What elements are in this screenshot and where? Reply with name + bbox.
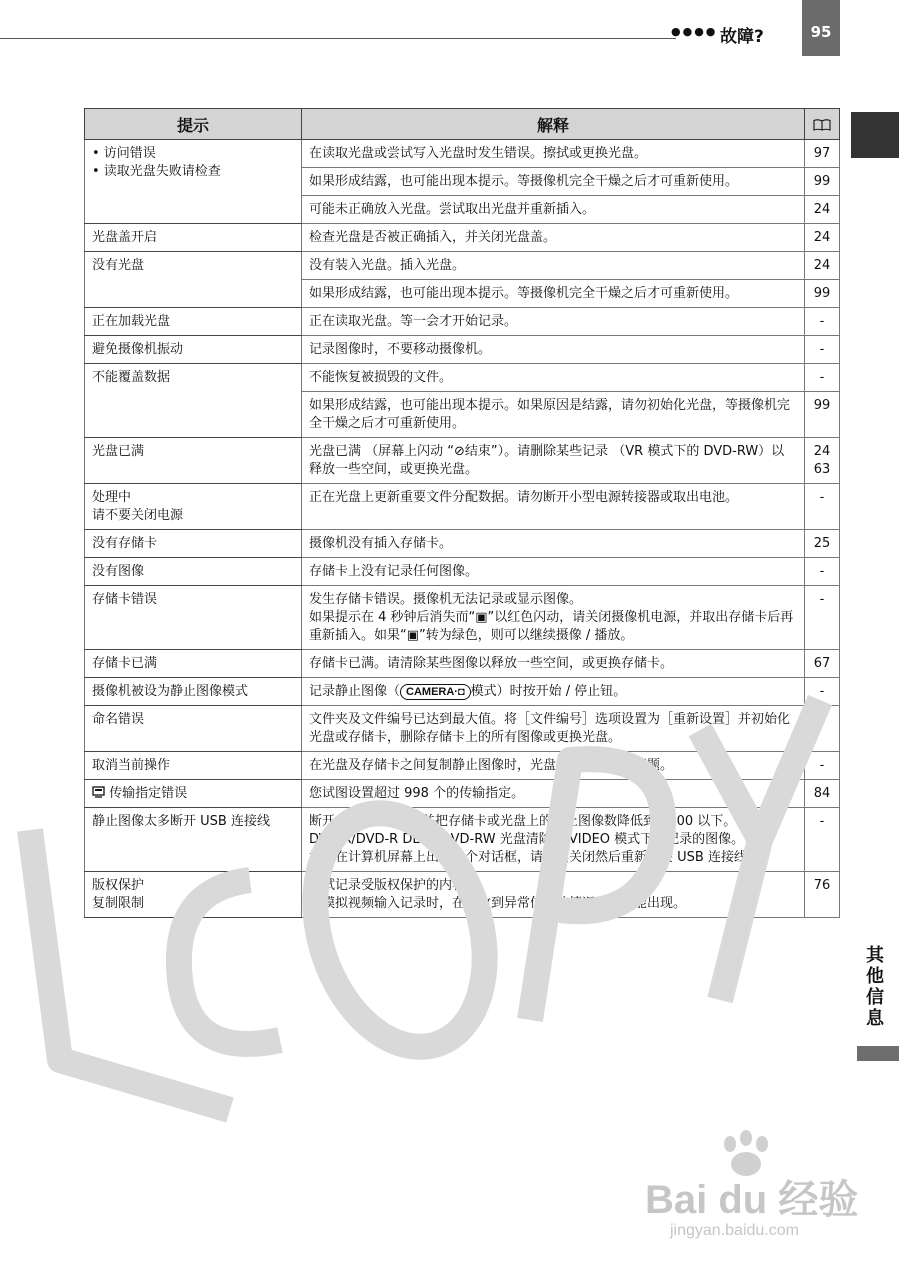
hint-text: 光盘盖开启 — [92, 230, 158, 245]
table-row — [85, 780, 840, 808]
table-row — [85, 530, 840, 558]
hint-text: 光盘已满 — [92, 444, 145, 459]
hint-cell — [85, 780, 302, 808]
explanation-cell — [302, 808, 805, 872]
hint-text: 静止图像太多断开 USB 连接线 — [92, 814, 270, 829]
page-ref: - — [805, 706, 840, 752]
hint-line-with-icon — [92, 785, 294, 803]
hint-cell — [85, 752, 302, 780]
explanation-cell — [302, 196, 805, 224]
table-header-row — [85, 109, 840, 140]
camera-mode-badge: CAMERA·◘ — [400, 684, 471, 700]
explanation-cell — [302, 872, 805, 918]
hint-cell — [85, 364, 302, 438]
table-row — [85, 678, 840, 706]
table-row — [85, 752, 840, 780]
side-tab-bar — [857, 1046, 899, 1061]
hint-cell — [85, 808, 302, 872]
hint-cell — [85, 252, 302, 308]
page-ref: 99 — [805, 280, 840, 308]
table-row — [85, 336, 840, 364]
table-row — [85, 308, 840, 336]
explanation-cell — [302, 438, 805, 484]
explanation-text: 如果形成结露，也可能出现本提示。如果原因是结露，请勿初始化光盘，等摄像机完全干燥之后才可重新使用。 — [309, 398, 791, 431]
hint-cell — [85, 872, 302, 918]
section-title: 故障? — [720, 27, 764, 47]
explanation-text: 在读取光盘或尝试写入光盘时发生错误。擦拭或更换光盘。 — [309, 146, 648, 161]
explanation-text: 如果形成结露，也可能出现本提示。等摄像机完全干燥之后才可重新使用。 — [309, 174, 739, 189]
hint-text: 避免摄像机振动 — [92, 342, 184, 357]
table-row — [85, 650, 840, 678]
table-row — [85, 252, 840, 280]
hint-cell — [85, 678, 302, 706]
hint-cell — [85, 438, 302, 484]
explanation-text: 模式）时按开始 / 停止钮。 — [470, 684, 627, 699]
explanation-text: 正在光盘上更新重要文件分配数据。请勿断开小型电源转接器或取出电池。 — [309, 490, 739, 505]
baidu-logo-text: Bai du 经验 — [645, 1178, 859, 1222]
hint-text: 复制限制 — [92, 896, 145, 911]
page-ref: 99 — [805, 168, 840, 196]
hint-text: 没有光盘 — [92, 258, 145, 273]
page-ref: 24 63 — [805, 438, 840, 484]
hint-cell — [85, 484, 302, 530]
explanation-cell — [302, 706, 805, 752]
page-ref: 97 — [805, 140, 840, 168]
explanation-text: 没有装入光盘。插入光盘。 — [309, 258, 466, 273]
page-ref: 84 — [805, 780, 840, 808]
table-row — [85, 706, 840, 752]
page-ref: - — [805, 586, 840, 650]
hint-text: 不能覆盖数据 — [92, 370, 171, 385]
page-ref: - — [805, 336, 840, 364]
table-row — [85, 224, 840, 252]
hint-text: • 访问错误 — [92, 146, 156, 161]
hint-text: 取消当前操作 — [92, 758, 171, 773]
hint-text: • 读取光盘失败请检查 — [92, 164, 221, 179]
explanation-text: 记录图像时，不要移动摄像机。 — [309, 342, 492, 357]
page-ref: - — [805, 678, 840, 706]
explanation-cell — [302, 252, 805, 280]
explanation-cell — [302, 780, 805, 808]
table-row — [85, 364, 840, 392]
table-body — [85, 140, 840, 918]
table-row — [85, 586, 840, 650]
explanation-cell — [302, 364, 805, 392]
explanation-cell — [302, 650, 805, 678]
hint-cell — [85, 140, 302, 224]
header-rule — [0, 38, 676, 39]
hint-cell — [85, 706, 302, 752]
explanation-cell — [302, 168, 805, 196]
explanation-text: 尝试记录受版权保护的内容。 从模拟视频输入记录时，在接收到异常信号的情况下也可能出现。 — [309, 878, 687, 911]
explanation-cell — [302, 484, 805, 530]
explanation-cell — [302, 586, 805, 650]
page-ref: 24 — [805, 252, 840, 280]
hint-cell — [85, 586, 302, 650]
hint-text: 版权保护 — [92, 878, 145, 893]
explanation-text: 文件夹及文件编号已达到最大值。将［文件编号］选项设置为［重新设置］并初始化光盘或存储卡，删除存储卡上的所有图像或更换光盘。 — [309, 712, 791, 745]
hint-text: 没有存储卡 — [92, 536, 158, 551]
hint-cell — [85, 224, 302, 252]
header-dots: ●●●● — [671, 25, 718, 38]
page-ref: - — [805, 752, 840, 780]
header-hint: 提示 — [85, 109, 302, 140]
hint-cell — [85, 308, 302, 336]
explanation-text: 光盘已满 （屏幕上闪动 “⊘结束”）。请删除某些记录 （VR 模式下的 DVD-RW）以释放一些空间，或更换光盘。 — [309, 444, 785, 477]
page-ref: 99 — [805, 392, 840, 438]
hint-cell — [85, 650, 302, 678]
table-row — [85, 140, 840, 168]
hint-text: 请不要关闭电源 — [92, 508, 184, 523]
hint-cell — [85, 336, 302, 364]
table-row — [85, 808, 840, 872]
header-explanation: 解释 — [302, 109, 805, 140]
hint-cell — [85, 530, 302, 558]
table-row — [85, 438, 840, 484]
explanation-cell — [302, 392, 805, 438]
page-ref: - — [805, 364, 840, 392]
hint-text: 摄像机被设为静止图像模式 — [92, 684, 249, 699]
explanation-cell — [302, 558, 805, 586]
explanation-text: 记录静止图像（ — [309, 684, 401, 699]
explanation-text: 如果形成结露，也可能出现本提示。等摄像机完全干燥之后才可重新使用。 — [309, 286, 739, 301]
hint-text: 没有图像 — [92, 564, 145, 579]
baidu-watermark — [640, 1130, 890, 1250]
side-tab-label: 其他信息 — [863, 945, 884, 1029]
table-row — [85, 484, 840, 530]
explanation-text: 检查光盘是否被正确插入，并关闭光盘盖。 — [309, 230, 557, 245]
page-ref: 67 — [805, 650, 840, 678]
table-row — [85, 558, 840, 586]
explanation-cell — [302, 308, 805, 336]
hint-text: 存储卡错误 — [92, 592, 158, 607]
explanation-text: 在光盘及存储卡之间复制静止图像时，光盘或存储卡出现问题。 — [309, 758, 674, 773]
book-icon — [813, 119, 831, 131]
print-transfer-icon — [92, 786, 105, 799]
page-ref: - — [805, 558, 840, 586]
page-ref: - — [805, 808, 840, 872]
explanation-text: 可能未正确放入光盘。尝试取出光盘并重新插入。 — [309, 202, 596, 217]
hint-text: 传输指定错误 — [109, 786, 188, 801]
table-row — [85, 872, 840, 918]
hint-text: 命名错误 — [92, 712, 145, 727]
page-number: 95 — [802, 0, 840, 56]
page-ref: 24 — [805, 224, 840, 252]
explanation-cell — [302, 224, 805, 252]
explanation-cell — [302, 280, 805, 308]
explanation-text: 发生存储卡错误。摄像机无法记录或显示图像。 如果提示在 4 秒钟后消失而“▣”以红色闪动，请关闭摄像机电源，并取出存储卡后再重新插入。如果“▣”转为绿色，则可以继续摄像 / 播放。 — [309, 592, 794, 643]
baidu-url: jingyan.baidu.com — [670, 1222, 799, 1239]
troubleshooting-table — [84, 108, 840, 918]
page-ref: 76 — [805, 872, 840, 918]
page-ref: 24 — [805, 196, 840, 224]
explanation-text: 存储卡已满。请清除某些图像以释放一些空间，或更换存储卡。 — [309, 656, 674, 671]
explanation-text: 存储卡上没有记录任何图像。 — [309, 564, 479, 579]
explanation-text: 不能恢复被损毁的文件。 — [309, 370, 453, 385]
page-ref: - — [805, 484, 840, 530]
side-tab-marker — [851, 112, 899, 158]
explanation-cell — [302, 530, 805, 558]
hint-cell — [85, 558, 302, 586]
explanation-cell — [302, 752, 805, 780]
explanation-text: 正在读取光盘。等一会才开始记录。 — [309, 314, 518, 329]
hint-text: 存储卡已满 — [92, 656, 158, 671]
explanation-cell — [302, 336, 805, 364]
hint-text: 处理中 — [92, 490, 132, 505]
explanation-text: 摄像机没有插入存储卡。 — [309, 536, 453, 551]
header-ref — [805, 109, 840, 140]
explanation-cell — [302, 140, 805, 168]
explanation-text: 您试图设置超过 998 个的传输指定。 — [309, 786, 525, 801]
page-ref: 25 — [805, 530, 840, 558]
explanation-text: 断开 USB 连接线，并把存储卡或光盘上的静止图像数降低到 1800 以下。不能从 DVD-R/DVD-R DL 或 DVD-RW 光盘清除在 VIDEO 模式下所记录的图像。 如果在计算机屏幕上出现一个对话框，请将其关闭然后重新连接 USB 连接线。 — [309, 814, 776, 865]
explanation-cell — [302, 678, 805, 706]
hint-text: 正在加载光盘 — [92, 314, 171, 329]
page-ref: - — [805, 308, 840, 336]
